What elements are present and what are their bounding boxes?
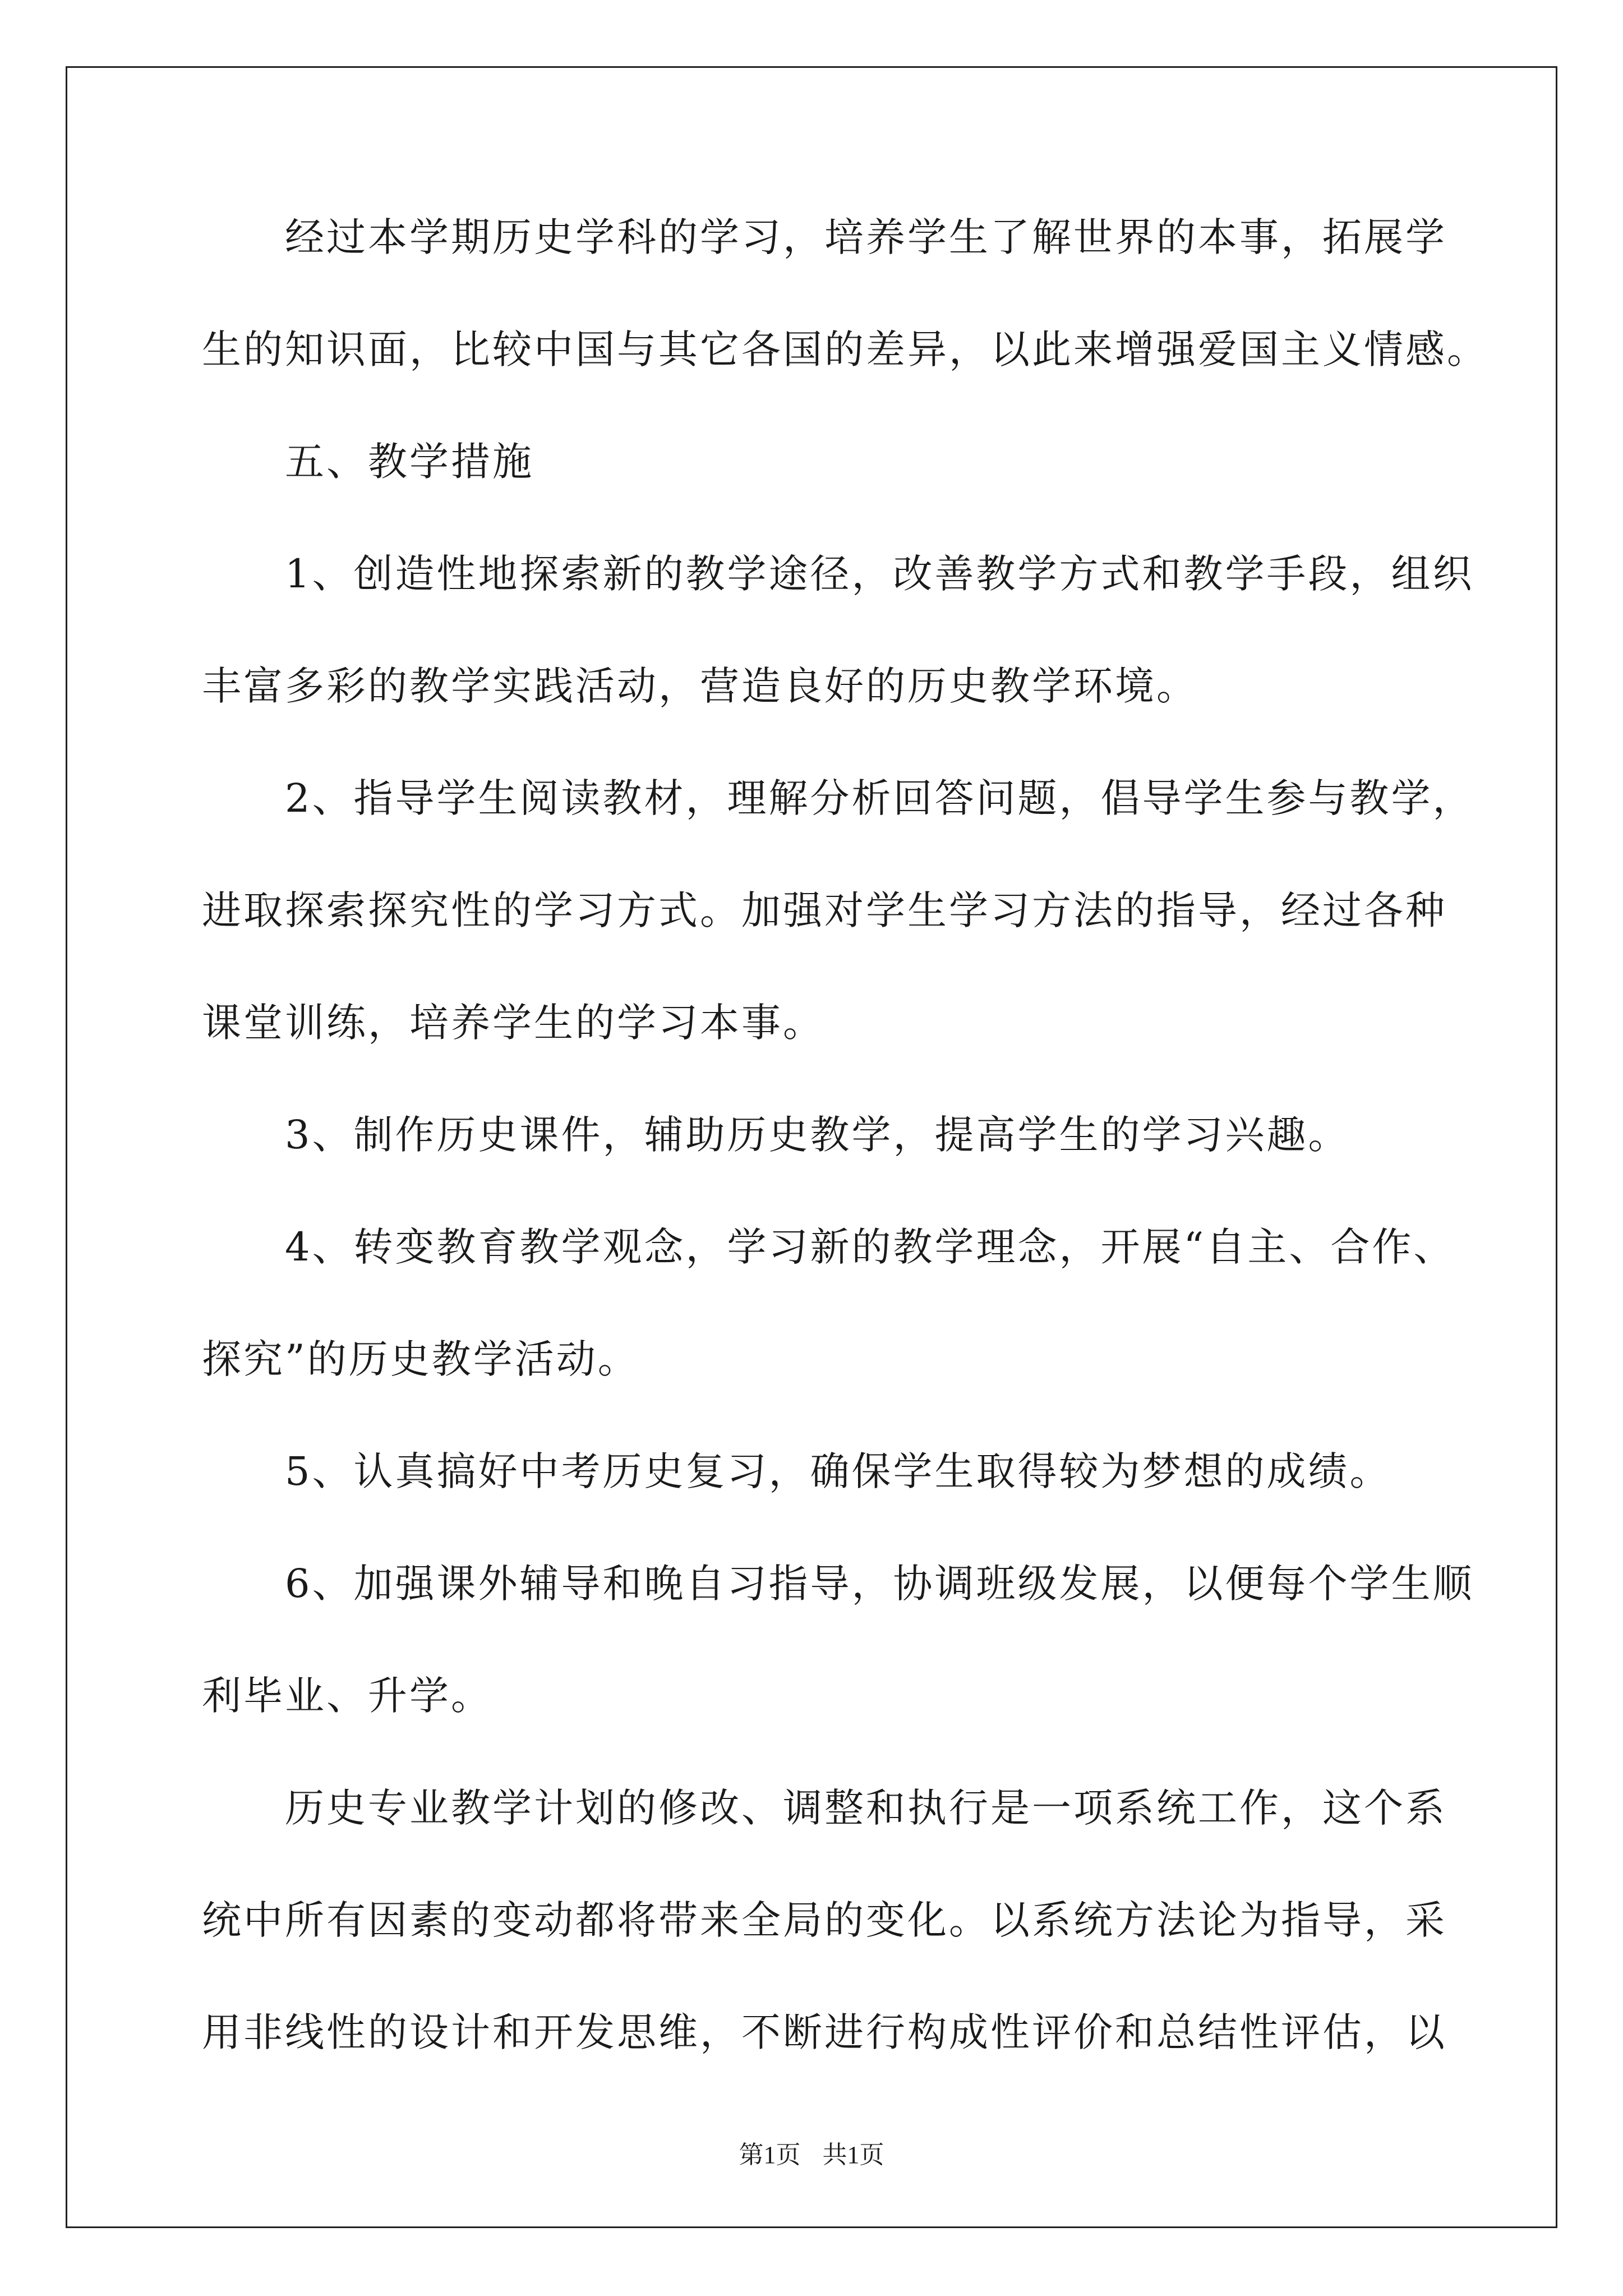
page-number-current: 第1页 bbox=[739, 2141, 801, 2169]
text-line: 利毕业、升学。 bbox=[202, 1673, 492, 1719]
text-line: 进取探索探究性的学习方式。加强对学生学习方法的指导，经过各种 bbox=[202, 887, 1447, 933]
text-line: 用非线性的设计和开发思维，不断进行构成性评价和总结性评估，以 bbox=[202, 2009, 1447, 2055]
text-line: 2、指导学生阅读教材，理解分析回答问题，倡导学生参与教学， bbox=[202, 775, 1474, 821]
page-number-total: 共1页 bbox=[822, 2141, 884, 2169]
text-line: 历史专业教学计划的修改、调整和执行是一项系统工作，这个系 bbox=[202, 1785, 1447, 1831]
section-heading: 五、教学措施 bbox=[202, 439, 534, 485]
text-line: 课堂训练，培养学生的学习本事。 bbox=[202, 1000, 824, 1046]
text-line: 5、认真搞好中考历史复习，确保学生取得较为梦想的成绩。 bbox=[202, 1448, 1391, 1494]
text-line: 3、制作历史课件，辅助历史教学，提高学生的学习兴趣。 bbox=[202, 1112, 1350, 1158]
text-line: 探究”的历史教学活动。 bbox=[202, 1336, 639, 1382]
text-line: 丰富多彩的教学实践活动，营造良好的历史教学环境。 bbox=[202, 663, 1198, 709]
text-line: 1、创造性地探索新的教学途径，改善教学方式和教学手段，组织 bbox=[202, 551, 1474, 597]
text-line: 6、加强课外辅导和晚自习指导，协调班级发展，以便每个学生顺 bbox=[202, 1561, 1474, 1607]
text-line: 经过本学期历史学科的学习，培养学生了解世界的本事，拓展学 bbox=[202, 214, 1447, 260]
page-footer bbox=[0, 2134, 1623, 2170]
text-line: 4、转变教育教学观念，学习新的教学理念，开展“自主、合作、 bbox=[202, 1224, 1455, 1270]
text-line: 统中所有因素的变动都将带来全局的变化。以系统方法论为指导，采 bbox=[202, 1897, 1447, 1943]
text-line: 生的知识面，比较中国与其它各国的差异，以此来增强爱国主义情感。 bbox=[202, 326, 1488, 372]
